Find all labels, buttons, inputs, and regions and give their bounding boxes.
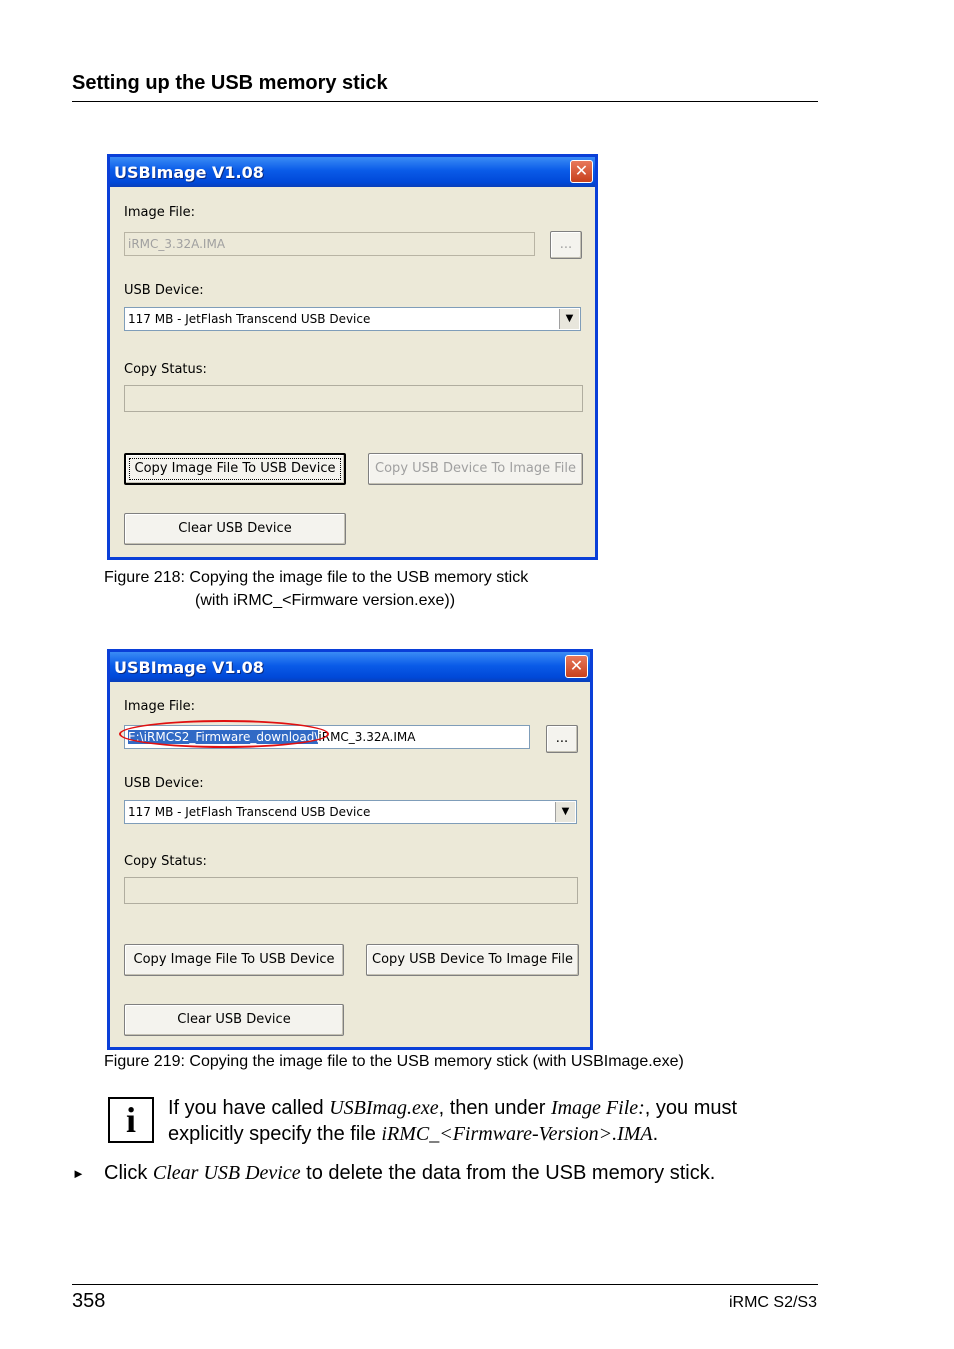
- usb-device-value: 117 MB - JetFlash Transcend USB Device: [128, 312, 371, 326]
- browse-button[interactable]: ...: [550, 231, 582, 259]
- info-text-5: , you must: [644, 1097, 738, 1119]
- usb-device-label: USB Device:: [124, 776, 204, 791]
- header-rule: [72, 101, 818, 102]
- footer-rule: [72, 1284, 818, 1285]
- step-text-3: to delete the data from the USB memory stick.: [300, 1162, 716, 1184]
- window-title: USBImage V1.08: [114, 163, 264, 182]
- usbimage-dialog-2: [107, 649, 593, 1050]
- info-text-8: .: [652, 1123, 659, 1145]
- copy-image-to-usb-button[interactable]: [124, 453, 346, 485]
- info-text-filename: iRMC_<Firmware-Version>.IMA: [381, 1123, 653, 1145]
- page-number: 358: [72, 1290, 106, 1312]
- title-bar: [110, 157, 595, 187]
- dropdown-arrow-icon[interactable]: ▼: [559, 309, 579, 329]
- info-text-imagefile: Image File:: [550, 1097, 645, 1119]
- info-text-usbimag: USBImag.exe: [329, 1097, 439, 1119]
- copy-usb-to-image-button[interactable]: Copy USB Device To Image File: [368, 453, 583, 485]
- usb-device-value: 117 MB - JetFlash Transcend USB Device: [128, 805, 371, 819]
- clear-usb-device-button[interactable]: Clear USB Device: [124, 513, 346, 545]
- copy-status-label: Copy Status:: [124, 854, 207, 869]
- copy-status-progress: [124, 877, 578, 904]
- copy-status-label: Copy Status:: [124, 362, 207, 377]
- window-title: USBImage V1.08: [114, 658, 264, 677]
- figure-219-caption: Figure 219: Copying the image file to the USB memory stick (with USBImage.exe): [104, 1053, 684, 1070]
- usbimage-dialog-1: [107, 154, 598, 560]
- title-bar: [110, 652, 590, 682]
- clear-usb-device-button[interactable]: Clear USB Device: [124, 1004, 344, 1036]
- step-text-1: Click: [104, 1162, 153, 1184]
- info-icon: i: [108, 1097, 154, 1143]
- focus-rectangle: [129, 458, 341, 480]
- image-file-label: Image File:: [124, 205, 195, 220]
- close-button[interactable]: ✕: [565, 655, 588, 678]
- file-name-text: iRMC_3.32A.IMA: [318, 730, 416, 744]
- copy-image-to-usb-button[interactable]: Copy Image File To USB Device: [124, 944, 344, 976]
- usb-device-label: USB Device:: [124, 283, 204, 298]
- info-text-3: , then under: [438, 1097, 551, 1119]
- section-title: Setting up the USB memory stick: [72, 72, 388, 94]
- bullet-icon: ►: [72, 1166, 85, 1181]
- dropdown-arrow-icon[interactable]: ▼: [555, 802, 575, 822]
- usb-device-select[interactable]: [124, 800, 577, 824]
- usb-device-select[interactable]: [124, 307, 581, 331]
- info-text-6: explicitly specify the file: [168, 1123, 382, 1145]
- info-note: [168, 1095, 808, 1147]
- step-instruction: [104, 1160, 814, 1186]
- copy-usb-to-image-button[interactable]: Copy USB Device To Image File: [366, 944, 579, 976]
- info-text-1: If you have called: [168, 1097, 330, 1119]
- step-text-clear: Clear USB Device: [152, 1162, 301, 1184]
- figure-218-caption: Figure 218: Copying the image file to the USB memory stick: [104, 569, 529, 586]
- image-file-input[interactable]: iRMC_3.32A.IMA: [124, 232, 535, 256]
- highlight-ellipse: [119, 720, 329, 748]
- copy-status-progress: [124, 385, 583, 412]
- selected-path-text: E:\iRMCS2_Firmware_download\: [128, 730, 319, 744]
- image-file-label: Image File:: [124, 699, 195, 714]
- close-button[interactable]: ✕: [570, 160, 593, 183]
- figure-218-caption-line2: (with iRMC_<Firmware version.exe)): [195, 592, 456, 609]
- footer-product: iRMC S2/S3: [728, 1294, 817, 1311]
- browse-button[interactable]: ...: [546, 725, 578, 753]
- copy-image-to-usb-label: Copy Image File To USB Device: [134, 461, 336, 476]
